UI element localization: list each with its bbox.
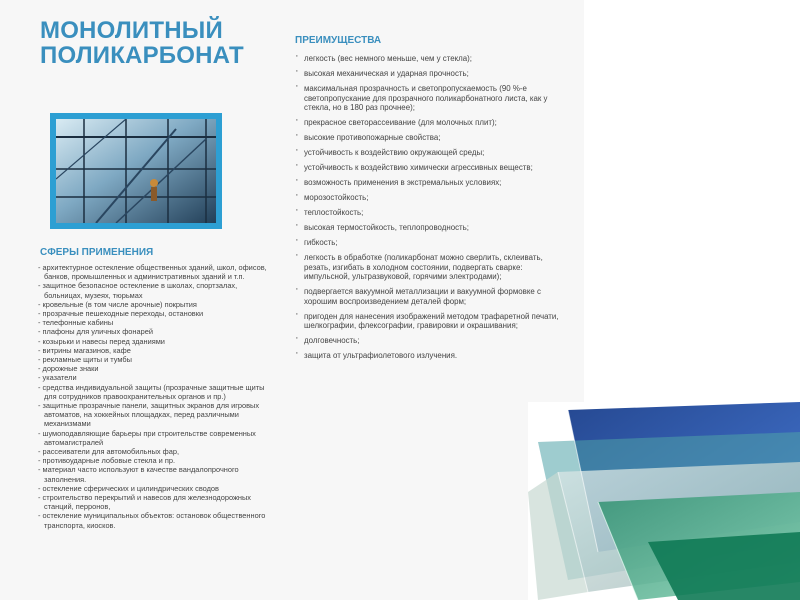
advantage-list-item: · защита от ультрафиолетового излучения.	[295, 351, 565, 361]
title-line-1: МОНОЛИТНЫЙ	[40, 17, 223, 44]
sphere-list-item: - кровельные (в том числе арочные) покрытия	[38, 299, 197, 309]
advantage-list-item: · устойчивость к воздействию химически агрессивных веществ;	[295, 163, 565, 173]
sphere-list-item: - противоударные лобовые стекла и пр.	[38, 456, 175, 466]
advantage-list-item: · максимальная прозрачность и светопропускаемость (90 %-е светопропускание для прозрачного поликарбонатного листа, как у стекла, но в 180 раз прочнее);	[295, 84, 565, 113]
advantages-heading: ПРЕИМУЩЕСТВА	[295, 35, 382, 46]
page-title	[40, 18, 270, 68]
building-photo-frame	[50, 113, 222, 229]
advantage-list-item: · высокая термостойкость, теплопроводность;	[295, 223, 565, 233]
sphere-list-item: - архитектурное остекление общественных зданий, школ, офисов, банков, промышленных и административных зданий и т.п.	[38, 263, 267, 282]
sphere-list-item: - остекление муниципальных объектов: остановок общественного транспорта, киосков.	[38, 511, 266, 530]
advantage-list-item: · долговечность;	[295, 336, 565, 346]
sphere-list-item: - остекление сферических и цилиндрических сводов	[38, 483, 219, 493]
sphere-list-item: - плафоны для уличных фонарей	[38, 327, 153, 337]
sphere-list-item: - рассеиватели для автомобильных фар,	[38, 447, 179, 457]
sphere-list-item: - телефонные кабины	[38, 318, 114, 328]
sphere-list-item: - дорожные знаки	[38, 364, 99, 374]
glass-building-photo	[56, 119, 216, 223]
sphere-list-item: - рекламные щиты и тумбы	[38, 355, 132, 365]
sphere-list-item: - защитные прозрачные панели, защитных экранов для игровых автоматов, на хоккейных площадках, перед различными механизмами	[38, 401, 260, 429]
sphere-list-item: - витрины магазинов, кафе	[38, 345, 131, 355]
sphere-list-item: - прозрачные пешеходные переходы, остановки	[38, 309, 204, 319]
advantages-list	[295, 54, 565, 366]
advantage-list-item: · морозостойкость;	[295, 193, 565, 203]
advantage-list-item: · гибкость;	[295, 238, 565, 248]
sphere-list-item: - указатели	[38, 373, 77, 383]
sphere-list-item: - строительство перекрытий и навесов для железнодорожных станций, перронов,	[38, 493, 251, 512]
polycarbonate-sheets-photo	[528, 402, 800, 600]
glass-facade-illustration	[56, 119, 216, 223]
advantage-list-item: · высокая механическая и ударная прочность;	[295, 69, 565, 79]
advantage-list-item: · легкость (вес немного меньше, чем у стекла);	[295, 54, 565, 64]
advantage-list-item: · устойчивость к воздействию окружающей среды;	[295, 148, 565, 158]
advantage-list-item: · подвергается вакуумной металлизации и вакуумной формовке с хорошим воспроизведением деталей форм;	[295, 287, 565, 306]
sphere-list-item: - козырьки и навесы перед зданиями	[38, 336, 165, 346]
sphere-list-item: - шумоподавляющие барьеры при строительстве современных автомагистралей	[38, 428, 256, 447]
sphere-list-item: - средства индивидуальной защиты (прозрачные защитные щиты для сотрудников правоохранительных органов и пр.)	[38, 382, 265, 401]
advantage-list-item: · прекрасное светорассеивание (для молочных плит);	[295, 118, 565, 128]
spheres-heading: СФЕРЫ ПРИМЕНЕНИЯ	[40, 247, 154, 258]
spheres-list	[36, 263, 272, 530]
advantage-list-item: · легкость в обработке (поликарбонат можно сверлить, склеивать, резать, изгибать в холодном состоянии, подвергать сварке: импульсной, ультразвуковой, горячими электродами);	[295, 253, 565, 282]
sphere-list-item: - материал часто используют в качестве вандалопрочного заполнения.	[38, 465, 239, 484]
advantage-list-item: · возможность применения в экстремальных условиях;	[295, 178, 565, 188]
colored-sheets-illustration	[528, 402, 800, 600]
sphere-list-item: - защитное безопасное остекление в школах, спортзалах, больницах, музеях, тюрьмах	[38, 281, 238, 300]
advantage-list-item: · пригоден для нанесения изображений методом трафаретной печати, шелкографии, флексографии, гравировки и окрашивания;	[295, 312, 565, 331]
advantage-list-item: · высокие противопожарные свойства;	[295, 133, 565, 143]
advantage-list-item: · теплостойкость;	[295, 208, 565, 218]
title-line-2: ПОЛИКАРБОНАТ	[40, 42, 244, 69]
